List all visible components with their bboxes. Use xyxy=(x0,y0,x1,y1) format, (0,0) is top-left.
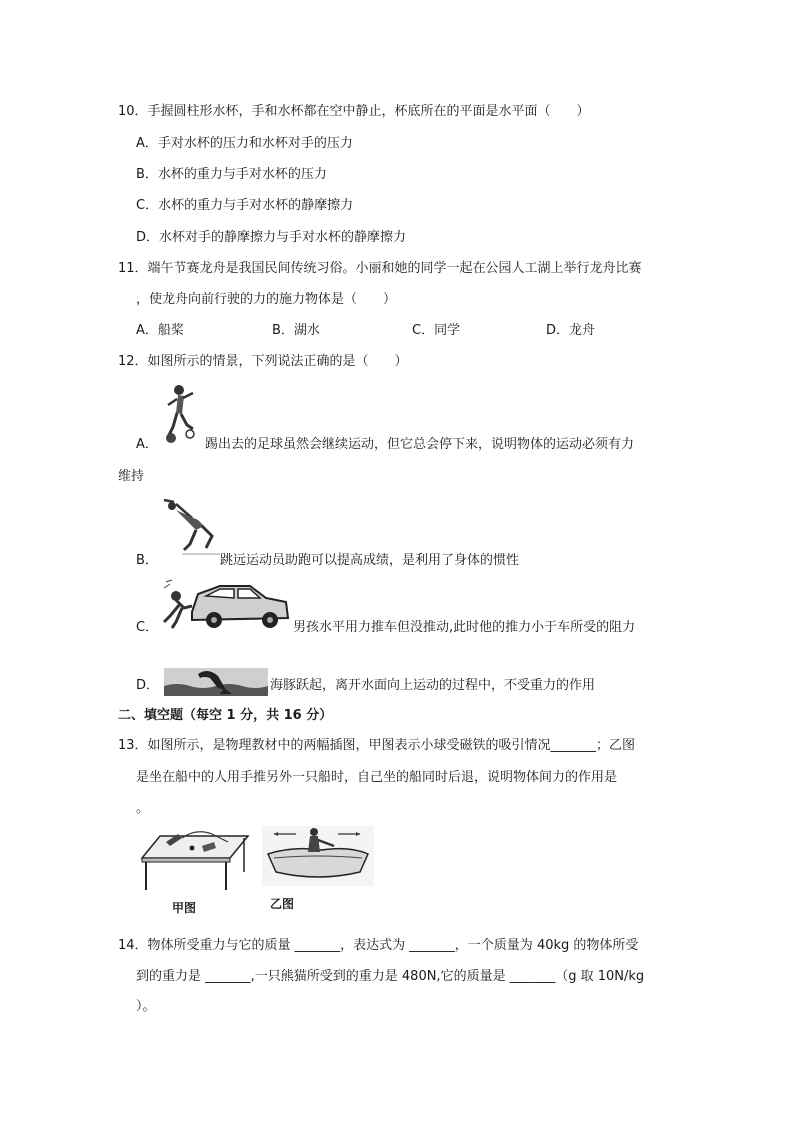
soccer-player-figure xyxy=(160,383,202,445)
q13-line3: 。 xyxy=(136,801,150,816)
q11-stem-line1: 11．端午节赛龙舟是我国民间传统习俗。小丽和她的同学一起在公园人工湖上举行龙舟比赛 xyxy=(118,261,642,276)
q12-option-a-label: A． xyxy=(136,437,158,452)
q11-option-d: D．龙舟 xyxy=(546,323,596,338)
dolphin-figure xyxy=(164,668,268,696)
q12-option-b-label: B． xyxy=(136,553,158,568)
q11-option-a: A．船桨 xyxy=(136,323,184,338)
section-title-fill-in: 二、填空题（每空 1 分，共 16 分） xyxy=(118,708,333,723)
q12-option-b-text: 跳远运动员助跑可以提高成绩，是利用了身体的惯性 xyxy=(220,553,520,568)
magnet-table-figure xyxy=(138,828,250,894)
q10-option-a: A．手对水杯的压力和水杯对手的压力 xyxy=(136,136,353,151)
q12-option-a-text-cont: 维持 xyxy=(118,469,145,484)
q14-line3: ）。 xyxy=(136,999,156,1014)
q13-line2: 是坐在船中的人用手推另外一只船时，自己坐的船同时后退，说明物体间力的作用是 xyxy=(136,770,618,785)
boats-figure xyxy=(262,826,374,886)
q12-option-c-label: C． xyxy=(136,620,159,635)
q10-option-b: B．水杯的重力与手对水杯的压力 xyxy=(136,167,327,182)
figure-yi-caption: 乙图 xyxy=(270,897,295,911)
long-jumper-figure xyxy=(162,496,222,558)
figure-jia-caption: 甲图 xyxy=(172,901,197,915)
q14-line1: 14．物体所受重力与它的质量 _______，表达式为 _______，一个质量为 40kg 的物体所受 xyxy=(118,938,639,953)
q14-line2: 到的重力是 _______,一只熊猫所受到的重力是 480N,它的质量是 _______（g 取 10N/kg xyxy=(136,969,645,984)
boy-pushing-car-figure xyxy=(162,578,290,632)
q13-line1: 13．如图所示，是物理教材中的两幅插图，甲图表示小球受磁铁的吸引情况_______；乙图 xyxy=(118,738,636,753)
q10-stem: 10．手握圆柱形水杯，手和水杯都在空中静止，杯底所在的平面是水平面（ ） xyxy=(118,104,590,119)
q12-stem: 12．如图所示的情景，下列说法正确的是（ ） xyxy=(118,354,408,369)
q11-option-c: C．同学 xyxy=(412,323,461,338)
q12-option-a-text: 踢出去的足球虽然会继续运动，但它总会停下来，说明物体的运动必须有力 xyxy=(205,437,635,452)
q12-option-d-label: D． xyxy=(136,678,160,693)
q10-option-c: C．水杯的重力与手对水杯的静摩擦力 xyxy=(136,198,354,213)
q12-option-d-text: 海豚跃起，离开水面向上运动的过程中，不受重力的作用 xyxy=(270,678,596,693)
q12-option-c-text: 男孩水平用力推车但没推动,此时他的推力小于车所受的阻力 xyxy=(293,620,636,635)
q10-option-d: D．水杯对手的静摩擦力与手对水杯的静摩擦力 xyxy=(136,230,407,245)
q11-stem-line2: ，使龙舟向前行驶的力的施力物体是（ ） xyxy=(136,292,397,307)
q11-option-b: B．湖水 xyxy=(272,323,320,338)
